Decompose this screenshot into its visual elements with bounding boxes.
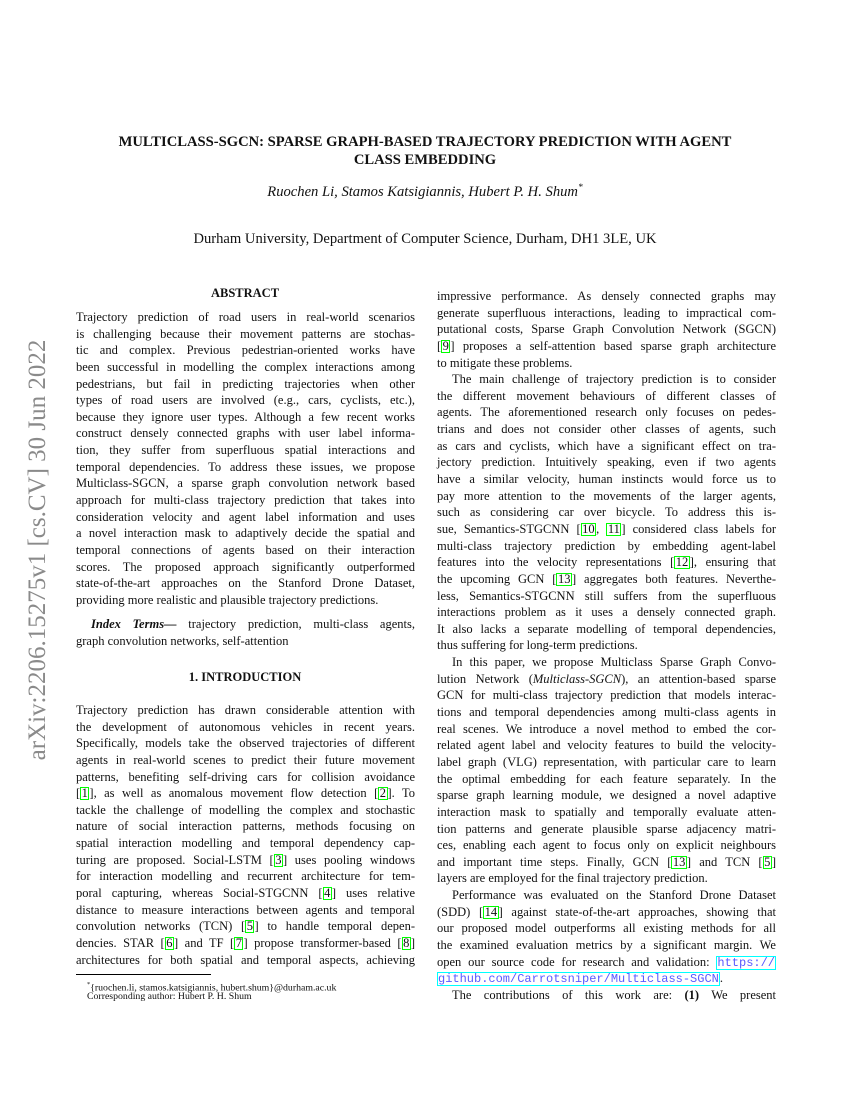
text-line: our proposed model outperforms all existing methods for all [437, 921, 776, 936]
title-line: CLASS EMBEDDING [353, 152, 497, 168]
title-line: MULTICLASS-SGCN: SPARSE GRAPH-BASED TRAJECTORY PREDICTION WITH AGENT [118, 134, 732, 150]
text-line: the development of autonomous vehicles in recent years. [76, 719, 415, 734]
text-line: trians and does not consider other classes of agents, such [437, 422, 776, 437]
citation-link[interactable]: 5 [764, 854, 771, 869]
abstract-heading: ABSTRACT [210, 286, 280, 300]
text-line: scores. The proposed approach significantly outperformed [76, 559, 415, 574]
text-line: patterns, benefiting self-driving cars for collision avoidance [76, 769, 415, 784]
text-line: been successful in modelling the complex interactions among [76, 359, 415, 374]
text-line: layers are employed for the final trajectory prediction. [437, 871, 708, 886]
text-line: Multiclass-SGCN, a sparse graph convolution network based [76, 476, 415, 491]
citation-link[interactable]: 1 [81, 786, 88, 801]
text-line: turing are proposed. Social-LSTM [ 3 ] uses pooling windows [76, 852, 415, 867]
text-line: is challenging because their movement patterns are stochas- [76, 326, 415, 341]
abstract-body [76, 309, 415, 609]
footnote-corresponding: Corresponding author: Hubert P. H. Shum [87, 991, 252, 1002]
text-line: open our source code for research and validation: https:// [437, 954, 775, 970]
citation-link[interactable]: 7 [235, 935, 242, 950]
text-line: types of road users are involved (e.g., cars, cyclists, etc.), [76, 393, 415, 408]
text-line: poral capturing, whereas Social-STGCNN [ 4 ] uses relative [76, 886, 415, 901]
text-line: The main challenge of trajectory prediction is to consider [452, 372, 776, 387]
citation-link[interactable]: 6 [166, 935, 173, 950]
text-line: convolution networks (TCN) [ 5 ] to handle temporal depen- [76, 919, 415, 934]
text-line: github.com/Carrotsniper/Multiclass-SGCN. [438, 971, 723, 987]
text-line: features into the velocity representations [ 12 ], ensuring that [437, 555, 776, 570]
text-line: GCN for multi-class trajectory prediction that models interac- [437, 688, 776, 703]
text-line: consideration velocity and agent label information and uses [76, 509, 415, 524]
paragraph [437, 371, 776, 654]
text-line: pay more attention to the movements of the larger agents, [437, 488, 776, 503]
text-line: lution Network (Multiclass-SGCN), an attention-based sparse [437, 671, 776, 686]
citation-link[interactable]: 3 [275, 852, 282, 867]
text-line: as cars and cyclists, which have a significant effect on tra- [437, 438, 776, 453]
text-line: pedestrians, but fail in predicting trajectories when other [76, 376, 415, 391]
paragraph [437, 987, 776, 1004]
text-line: the upcoming GCN [ 13 ] aggregates both features. Neverthe- [437, 571, 776, 586]
text-line: (SDD) [ 14 ] against state-of-the-art approaches, showing that [437, 904, 776, 919]
github-link[interactable]: https:// [717, 955, 775, 970]
text-line: tion, they suffer from superfluous spatial interactions and [76, 443, 415, 458]
text-line: real scenes. We introduce a novel method to embed the cor- [437, 721, 776, 736]
text-line: agents in real-world scenes to predict their future movement [76, 752, 415, 767]
text-line: label graph (VLG) representation, with particular care to learn [437, 754, 776, 769]
arxiv-identifier: arXiv:2206.15275v1 [cs.CV] 30 Jun 2022 [24, 339, 51, 761]
footnote-rule [76, 974, 211, 975]
index-terms-label: Index Terms— [91, 617, 177, 631]
footnote-email-text: {ruochen.li, stamos.katsigiannis, hubert.shum}@durham.ac.uk [90, 982, 337, 994]
text-line: It also lacks a separate modelling of temporal dependencies, [437, 621, 776, 636]
text-line: the different movement behaviours of different classes of [437, 388, 776, 403]
text-line: Index Terms— trajectory prediction, multi-class agents, [91, 617, 415, 631]
text-line: sue, Semantics-STGCNN [ 10 , 11 ] considered class labels for [437, 521, 777, 536]
paragraph [437, 887, 776, 987]
text-line: Specifically, models take the observed trajectories of different [76, 736, 415, 751]
text-line: a novel interaction mask to adaptively decide the spatial and [76, 526, 415, 541]
citation-link[interactable]: 5 [246, 919, 253, 934]
text-line: [ 9 ] proposes a self-attention based sparse graph architecture [437, 338, 776, 353]
footnote-mark: * [87, 981, 91, 988]
text-line: state-of-the-art approaches on the Stanford Drone Dataset, [76, 576, 415, 591]
text-line: such as considering car over bicycle. To address this is- [437, 505, 776, 520]
right-column-body [437, 288, 776, 1004]
text-line: the examined evaluation metrics by a significant margin. We [437, 937, 776, 952]
text-line: approach for multi-class trajectory prediction that takes into [76, 493, 415, 508]
text-line: thus suffering for long-term predictions. [437, 638, 638, 653]
text-line: to mitigate these problems. [437, 355, 573, 370]
text-line: interactions problem as it uses a densely connected graph. [437, 605, 776, 620]
text-line: sparse graph learning module, we designed a novel adaptive [437, 788, 776, 803]
italic-text: Multiclass-SGCN [532, 671, 622, 686]
text-line: distance to measure interactions between agents and temporal [76, 902, 415, 917]
bold-text: (1) [684, 987, 700, 1002]
text-line: related agent label and velocity features to build the velocity- [437, 738, 776, 753]
text-line: providing more realistic and plausible trajectory predictions. [76, 592, 379, 607]
text-line: tion patterns and generate plausible sparse adjacency matri- [437, 821, 776, 836]
text-line: interaction mask to spatially and temporally evaluate atten- [437, 804, 776, 819]
paragraph [437, 288, 776, 371]
text-line: putational costs, Sparse Graph Convolution Network (SGCN) [437, 322, 776, 337]
text-line: ces, enabling each agent to focus only on explicit neighbours [437, 838, 776, 853]
text-line: multi-class trajectory prediction by embedding agent-label [437, 538, 776, 553]
citation-link[interactable]: 10 [582, 521, 595, 536]
text-line: jectory prediction. Intuitively speaking, even if two agents [437, 455, 776, 470]
paragraph [437, 654, 776, 887]
text-line: Performance was evaluated on the Stanford Drone Dataset [452, 888, 776, 903]
text-line: for interaction modelling and recurrent architecture for tem- [76, 869, 415, 884]
text-line: less, Semantics-STGCNN still suffers from the superfluous [437, 588, 776, 603]
text-line: generate superfluous interactions, leading to impractical com- [437, 305, 776, 320]
author-names: Ruochen Li, Stamos Katsigiannis, Hubert P. H. Shum [267, 183, 578, 200]
text-line: because they ignore user types. Although a few recent works [76, 409, 415, 424]
text-line: [ 1 ], as well as anomalous movement flow detection [ 2 ]. To [76, 786, 415, 801]
citation-link[interactable]: 4 [324, 886, 331, 901]
text-line: and important time steps. Finally, GCN [ 13 ] and TCN [ 5 ] [437, 854, 776, 869]
text-line: tackle the challenge of modelling the complex and stochastic [76, 802, 415, 817]
text-line: graph convolution networks, self-attention [76, 633, 289, 648]
text-line: the optimal embedding for each feature separately. In the [437, 771, 776, 786]
citation-link[interactable]: 12 [675, 555, 689, 570]
text-line: dencies. STAR [ 6 ] and TF [ 7 ] propose transformer-based [ 8 ] [76, 935, 415, 950]
text-line: tic and complex. Previous pedestrian-oriented works have [76, 343, 415, 358]
citation-link[interactable]: 11 [607, 521, 620, 536]
citation-link[interactable]: 13 [672, 854, 686, 869]
text-line: In this paper, we propose Multiclass Sparse Graph Convo- [452, 655, 776, 670]
text-line: construct densely connected graphs with user label informa- [76, 426, 415, 441]
text-line: agents. The aforementioned research only focuses on pedes- [437, 405, 776, 420]
paragraph [76, 616, 415, 649]
text-line: temporal connections of agents based on their interaction [76, 542, 415, 557]
text-line: Trajectory prediction has drawn considerable attention with [76, 703, 415, 717]
paper-title [0, 133, 850, 169]
index-terms [76, 616, 415, 649]
paragraph [76, 309, 415, 609]
github-link[interactable]: github.com/Carrotsniper/Multiclass-SGCN [438, 972, 719, 987]
text-line: impressive performance. As densely connected graphs may [437, 289, 776, 303]
paragraph [76, 702, 415, 968]
citation-link[interactable]: 8 [403, 935, 410, 950]
citation-link[interactable]: 9 [442, 338, 449, 353]
text-line: spatial interaction modelling and temporal dependency cap- [76, 836, 415, 851]
text-line: nature of social interaction patterns, methods focusing on [76, 819, 415, 834]
text-line: architectures for both spatial and temporal aspects, achieving [76, 952, 415, 967]
citation-link[interactable]: 2 [379, 786, 386, 801]
citation-link[interactable]: 14 [484, 904, 498, 919]
authors [0, 183, 850, 201]
text-line: Trajectory prediction of road users in real-world scenarios [76, 310, 415, 324]
author-footnote-mark: * [577, 183, 583, 193]
text-line: have a similar velocity, human instincts would force us to [437, 472, 776, 487]
introduction-body [76, 702, 415, 968]
introduction-heading: 1. INTRODUCTION [188, 670, 302, 684]
affiliation: Durham University, Department of Computer Science, Durham, DH1 3LE, UK [193, 231, 657, 247]
text-line: temporal dependencies. To address these issues, we propose [76, 459, 415, 474]
text-line: The contributions of this work are: (1) We present [452, 987, 777, 1002]
citation-link[interactable]: 13 [557, 571, 571, 586]
text-line: tions and temporal dependencies among multi-class agents in [437, 705, 776, 720]
